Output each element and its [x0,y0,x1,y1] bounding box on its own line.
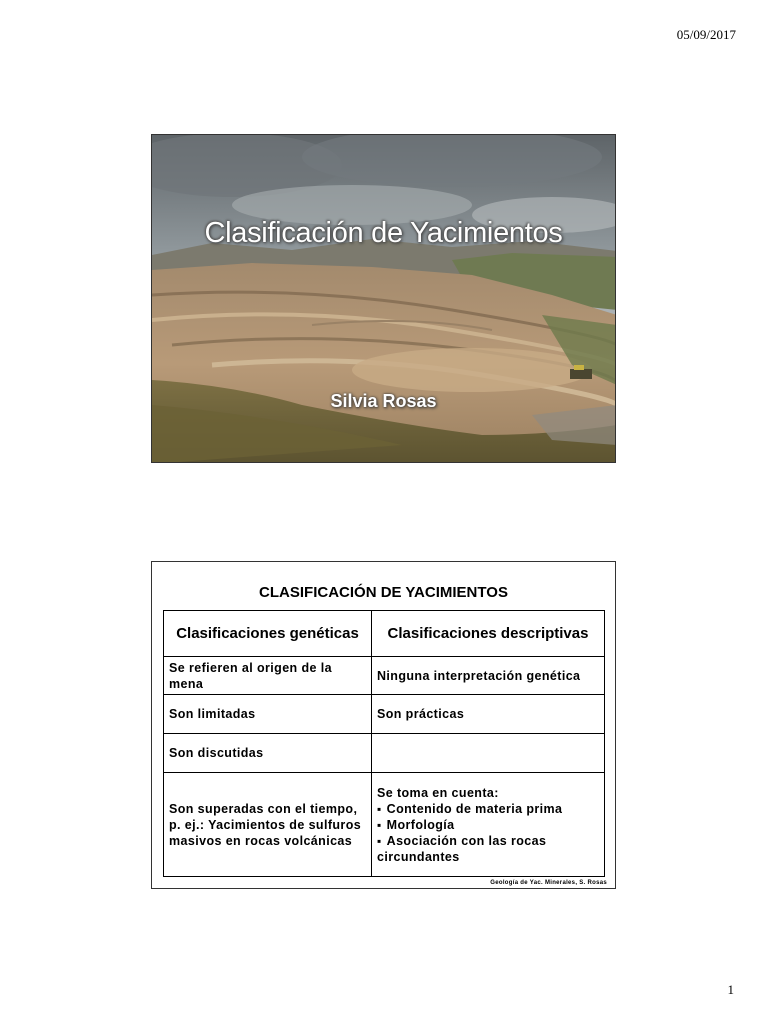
slide-author: Silvia Rosas [330,391,437,411]
page-number: 1 [727,982,734,997]
classification-table [163,610,605,877]
title-slide [151,134,616,463]
table-row [164,773,605,877]
table-cell: Son superadas con el tiempo, p. ej.: Yacimientos de sulfuros masivos en rocas volcánicas [164,773,372,877]
list-item: ▪ Asociación con las rocas circundantes [377,833,599,865]
table-cell [372,734,605,773]
table-row [164,734,605,773]
column-header-descriptivas: Clasificaciones descriptivas [372,611,605,657]
table-cell: Se refieren al origen de la mena [164,657,372,695]
table-cell [372,773,605,877]
mine-landscape-photo [152,135,616,463]
date-header: 05/09/2017 [676,27,736,42]
classification-slide [151,561,616,889]
table-cell: Son limitadas [164,695,372,734]
table-cell: Son discutidas [164,734,372,773]
list-item: ▪ Contenido de materia prima [377,801,599,817]
slide-title: Clasificación de Yacimientos [204,217,563,249]
table-cell: Son prácticas [372,695,605,734]
table-header-row [164,611,605,657]
table-row [164,695,605,734]
list-intro: Se toma en cuenta: [377,785,499,800]
list-item: ▪ Morfología [377,817,599,833]
column-header-geneticas: Clasificaciones genéticas [164,611,372,657]
slide-title: CLASIFICACIÓN DE YACIMIENTOS [259,584,508,601]
table-row [164,657,605,695]
slide-footer: Geología de Yac. Minerales, S. Rosas [490,880,607,886]
table-cell: Ninguna interpretación genética [372,657,605,695]
